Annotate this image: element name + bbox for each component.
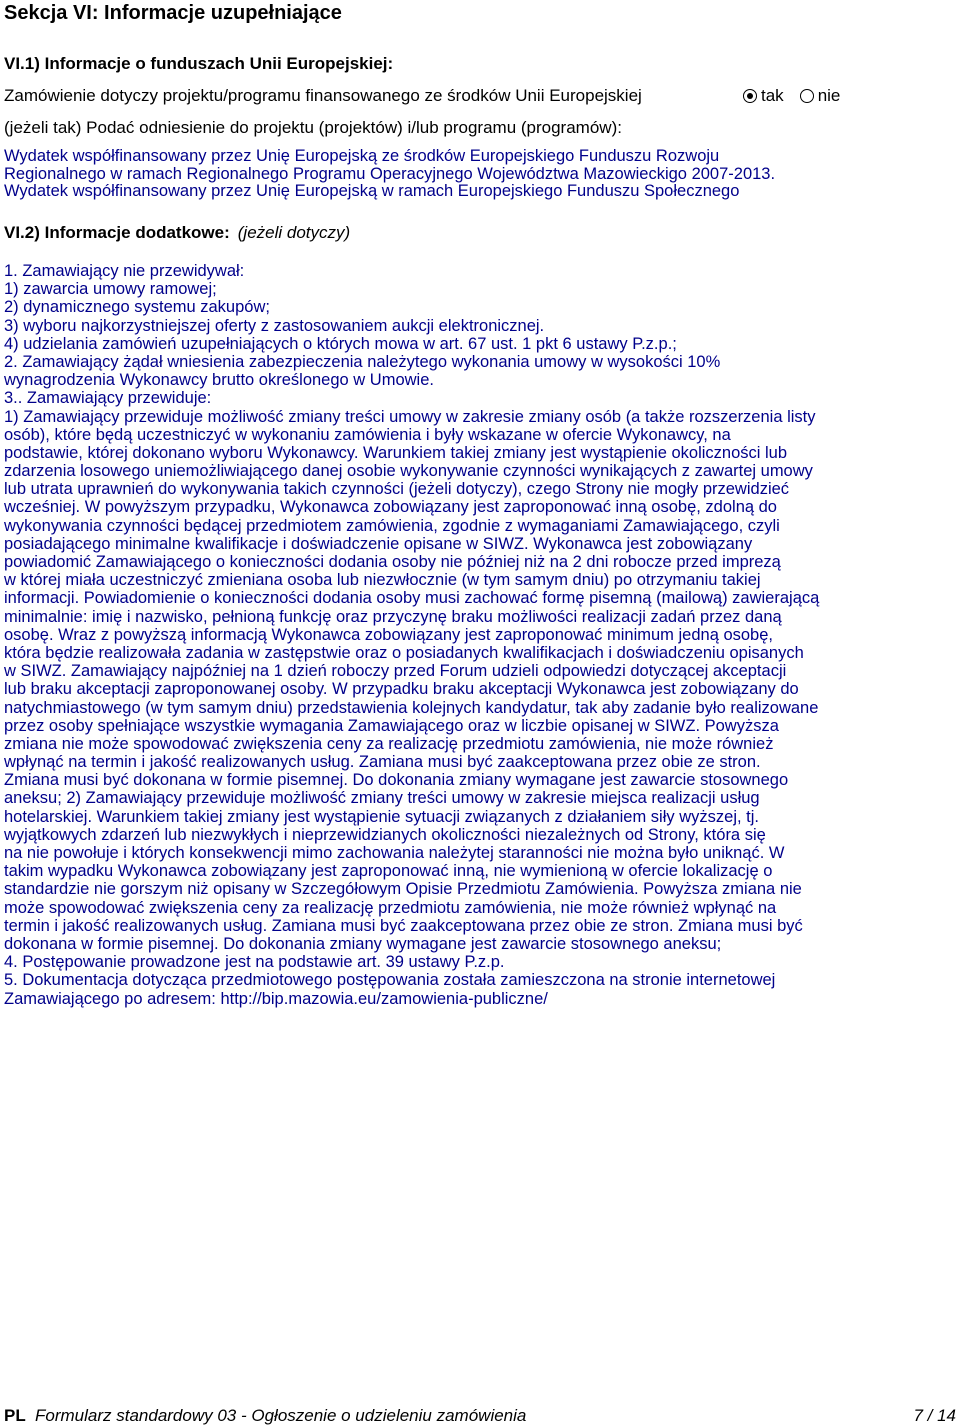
additional-info-title: VI.2) Informacje dodatkowe: [4,223,230,242]
additional-info-line: 1) zawarcia umowy ramowej; [4,280,217,299]
radio-tak[interactable] [743,86,784,106]
additional-info-line: osobę. Wraz z powyższą informacją Wykonawca zobowiązany jest zaproponować minimum jedną osobę, [4,625,773,644]
additional-info-line: zdarzenia losowego uniemożliwiającego danej osobie wykonywanie czynności wynikających z zawartej umowy [4,462,813,481]
additional-info-line: lub utrata uprawnień do wykonywania takich czynności (jeżeli dotyczy), czego Strony nie mogły przewidzieć [4,480,790,499]
additional-info-line: wyjątkowych zdarzeń lub niezwykłych i nieprzewidzianych okoliczności niezależnych od Strony, która się [4,825,766,844]
additional-info-line: na nie powołuje i których konsekwencji mimo zachowania należytej staranności nie można było uniknąć. W [4,844,785,862]
eu-reference-line: Wydatek współfinansowany przez Unię Europejską w ramach Europejskiego Funduszu Społecznego [4,182,740,200]
additional-info-line: 4. Postępowanie prowadzone jest na podstawie art. 39 ustawy P.z.p. [4,953,505,972]
eu-reference-answer [4,148,956,201]
additional-info-line: wykonywania czynności będącej przedmiotem zamówienia, zgodnie z wymaganiami Zamawiającego, czyli [4,516,780,535]
radio-tak-label: tak [761,86,784,105]
footer-page-number: 7 / 14 [913,1406,956,1425]
additional-info-line: osób), które będą uczestniczyć w wykonaniu zamówienia i były wskazane w ofercie Wykonawcy, na [4,425,731,444]
additional-info-line: Zamawiającego po adresem: http://bip.mazowia.eu/zamowienia-publiczne/ [4,989,548,1008]
additional-info-line: termin i jakość realizowanych usług. Zamiana musi być zaakceptowana przez obie ze stron. Zmiana musi być [4,916,803,935]
additional-info-line: zmiana nie może spowodować zwiększenia ceny za realizację przedmiotu zamówienia, nie może również [4,734,774,753]
radio-empty-icon [800,89,814,103]
additional-info-line: informacji. Powiadomienie o konieczności dodania osoby musi zachować formę pisemną (mailową) zawierającą [4,589,820,608]
additional-info-line: aneksu; 2) Zamawiający przewiduje możliwość zmiany treści umowy w zakresie miejsca realizacji usług [4,789,760,808]
additional-info-line: standardzie nie gorszym niż opisany w Szczegółowym Opisie Przedmiotu Zamówienia. Powyższa zmiana nie [4,880,802,899]
additional-info-line: przez osoby spełniające wszystkie wymagania Zamawiającego oraz w liczbie opisanej w SIWZ. Powyższa [4,716,779,735]
footer-form-name: Formularz standardowy 03 - Ogłoszenie o udzieleniu zamówienia [35,1406,527,1425]
eu-funds-radio-group [743,86,840,106]
additional-info-line: 3.. Zamawiający przewiduje: [4,389,212,408]
section-title: Sekcja VI: Informacje uzupełniające [4,2,342,24]
eu-funds-question: Zamówienie dotyczy projektu/programu finansowanego ze środków Unii Europejskiej [4,86,642,105]
additional-info-line: 1) Zamawiający przewiduje możliwość zmiany treści umowy w zakresie zmiany osób (a także rozszerzenia listy [4,407,816,426]
additional-info-line: takim wypadku Wykonawca zobowiązany jest zaproponować inną, nie wymienioną w ofercie lokalizację o [4,862,773,881]
additional-info-line: w SIWZ. Zamawiający najpóźniej na 1 dzień roboczy przed Forum udzieli odpowiedzi dotyczącej akceptacji [4,662,787,681]
additional-info-line: 2. Zamawiający żądał wniesienia zabezpieczenia należytego wykonania umowy w wysokości 10% [4,352,721,371]
additional-info-line: w której miała uczestniczyć zmieniana osoba lub niezwłocznie (w tym samym dniu) po otrzymaniu takiej [4,571,761,590]
additional-info-line: lub braku akceptacji zaproponowanej osoby. W przypadku braku akceptacji Wykonawca jest zobowiązany do [4,680,799,699]
additional-info-line: 2) dynamicznego systemu zakupów; [4,298,270,317]
additional-info-body [4,262,956,1008]
additional-info-line: hotelarskiej. Warunkiem takiej zmiany jest wystąpienie sytuacji związanych z działaniem siły wyższej, tj. [4,807,759,826]
radio-nie-label: nie [817,86,841,105]
additional-info-line: minimalnie: imię i nazwisko, pełnioną funkcję oraz przyczynę braku możliwości realizacji zadań przez daną [4,607,782,626]
additional-info-line: może spowodować zwiększenia ceny za realizację przedmiotu zamówienia, nie może również wpłynąć na [4,898,777,917]
eu-reference-line: Regionalnego w ramach Regionalnego Programu Operacyjnego Województwa Mazowieckigo 2007-2013. [4,164,776,183]
additional-info-line: podstawie, której dokonano wyboru Wykonawcy. Warunkiem takiej zmiany jest wystąpienie okoliczności lub [4,443,788,462]
additional-info-line: 1. Zamawiający nie przewidywał: [4,262,245,280]
eu-reference-line: Wydatek współfinansowany przez Unię Europejską ze środków Europejskiego Funduszu Rozwoju [4,147,720,165]
additional-info-line: posiadającego minimalne kwalifikacje i doświadczenie opisane w SIWZ. Wykonawca jest zobowiązany [4,534,753,553]
radio-nie[interactable] [800,86,841,106]
additional-info-line: powiadomić Zamawiającego o konieczności dodania osoby nie później niż na 2 dni robocze przed imprezą [4,553,781,571]
additional-info-line: wcześniej. W powyższym przypadku, Wykonawca zobowiązany jest zaproponować inną osobę, zdolną do [4,498,777,517]
additional-info-line: 4) udzielania zamówień uzupełniających o których mowa w art. 67 ust. 1 pkt 6 ustawy P.z.p.; [4,334,677,353]
additional-info-title-row [4,223,350,243]
additional-info-line: Zmiana musi być dokonana w formie pisemnej. Do dokonania zmiany wymagane jest zawarcie stosownego [4,771,789,790]
additional-info-line: dokonana w formie pisemnej. Do dokonania zmiany wymagane jest zawarcie stosownego aneksu; [4,934,722,953]
additional-info-line: która będzie realizowała zadania w zastępstwie oraz o posiadanych kwalifikacjach i doświadczeniu opisanych [4,643,804,662]
page-footer [4,1405,956,1427]
additional-info-line: 3) wyboru najkorzystniejszej oferty z zastosowaniem aukcji elektronicznej. [4,316,545,335]
additional-info-line: wynagrodzenia Wykonawcy brutto określonego w Umowie. [4,371,434,390]
eu-reference-question: (jeżeli tak) Podać odniesienie do projektu (projektów) i/lub programu (programów): [4,118,622,137]
radio-selected-icon [743,89,757,103]
additional-info-line: natychmiastowego (w tym samym dniu) przedstawienia kolejnych kandydatur, tak aby zadanie było realizowane [4,698,819,717]
additional-info-qualifier: (jeżeli dotyczy) [237,223,351,242]
footer-language: PL [4,1406,26,1425]
additional-info-line: wpłynąć na termin i jakość realizowanych usług. Zamiana musi być zaakceptowana przez obie ze stron. [4,753,761,772]
eu-funds-title: VI.1) Informacje o funduszach Unii Europejskiej: [4,54,394,73]
additional-info-line: 5. Dokumentacja dotycząca przedmiotowego postępowania została zamieszczona na stronie internetowej [4,971,776,990]
